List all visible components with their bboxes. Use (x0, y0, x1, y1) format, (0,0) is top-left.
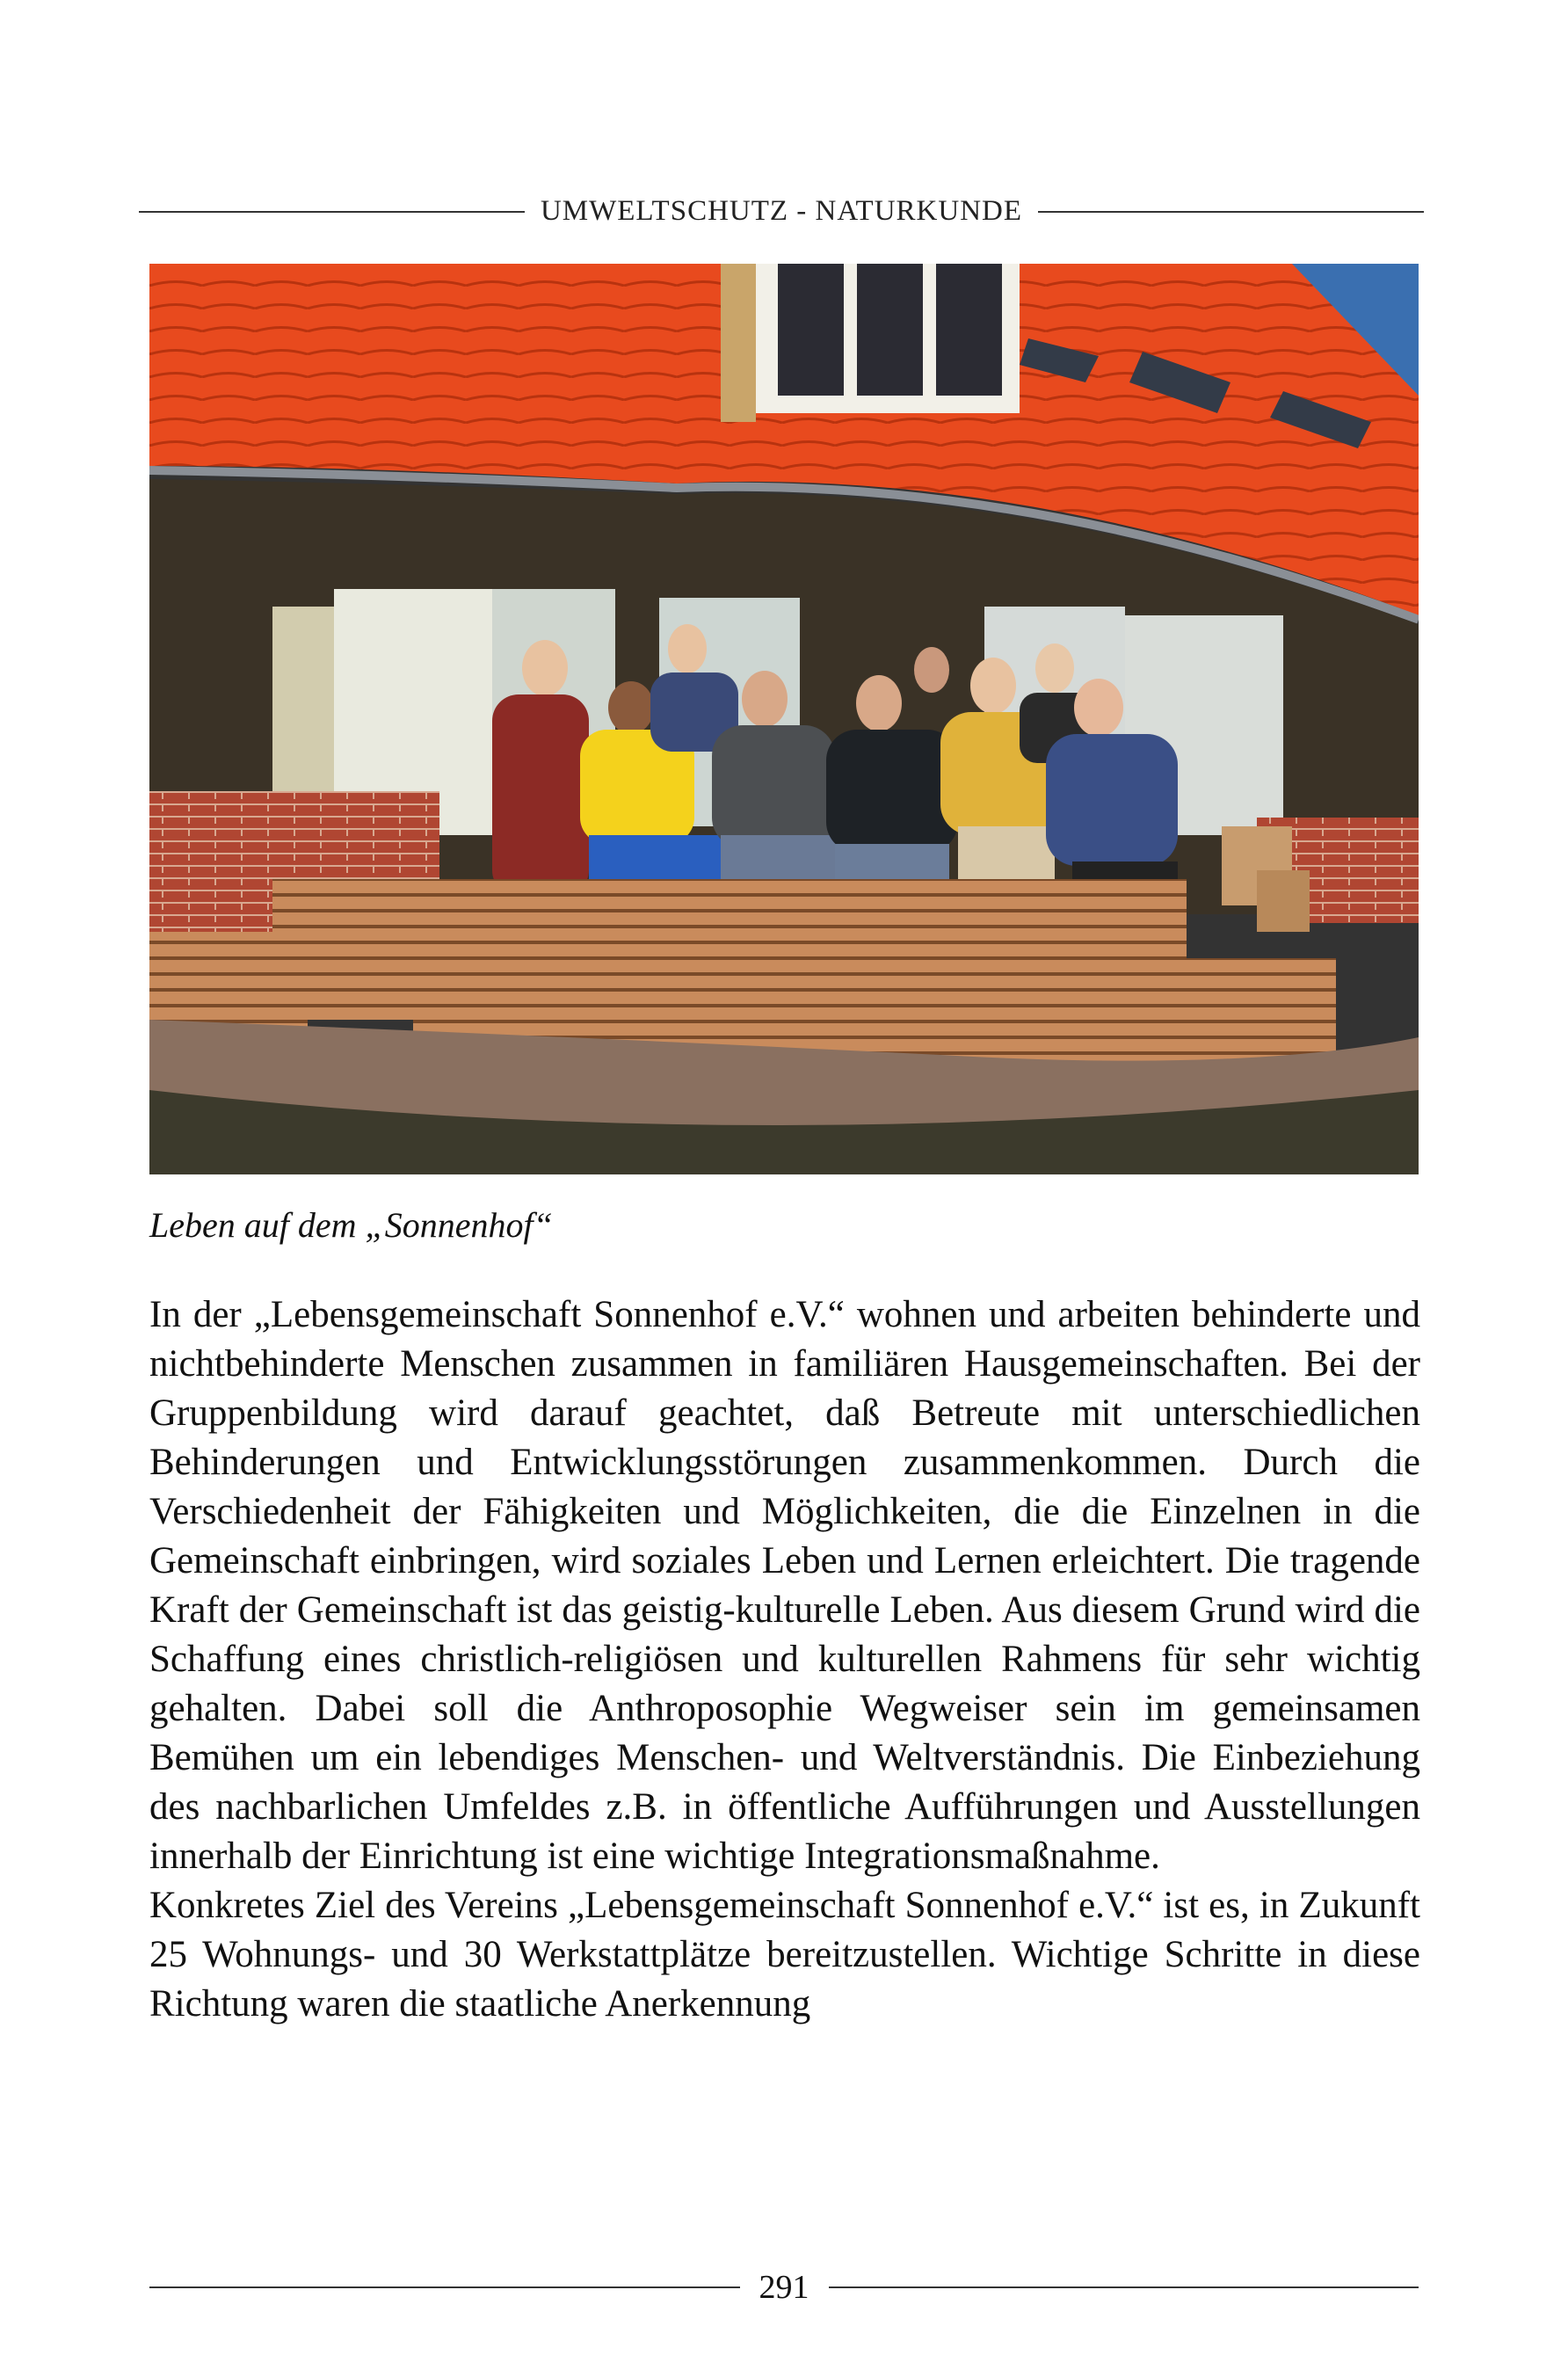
paragraph: In der „Lebensgemeinschaft Sonnenhof e.V.“ wohnen und arbeiten behinderte und nichtbehinderte Menschen zusammen in familiären Hausgemeinschaften. Bei der Gruppenbildung wird darauf geachtet, daß Betreute mit unterschiedlichen Behinderungen und Entwicklungsstörungen zusammenkommen. Durch die Verschiedenheit der Fähigkeiten und Möglichkeiten, die die Einzelnen in die Gemeinschaft einbringen, wird soziales Leben und Lernen erleichtert. Die tragende Kraft der Gemeinschaft ist das geistig-kulturelle Leben. Aus diesem Grund wird die Schaffung eines christlich-religiösen und kulturellen Rahmens für sehr wichtig gehalten. Dabei soll die Anthroposophie Wegweiser sein im gemeinsamen Bemühen um ein lebendiges Menschen- und Weltverständnis. Die Einbeziehung des nachbarlichen Umfeldes z.B. in öffentliche Aufführungen und Ausstellungen innerhalb der Einrichtung ist eine wichtige Integrationsmaßnahme. (149, 1294, 1420, 1877)
footer-rule-left (149, 2286, 740, 2288)
figure-caption: Leben auf dem „Sonnenhof“ (149, 1205, 553, 1245)
page-footer (149, 2268, 1419, 2307)
header-rule-left (139, 211, 525, 213)
running-title: UMWELTSCHUTZ - NATURKUNDE (540, 195, 1023, 227)
header-rule-right (1038, 211, 1424, 213)
paragraph: Konkretes Ziel des Vereins „Lebensgemeinschaft Sonnenhof e.V.“ ist es, in Zukunft 25 Wohnungs- und 30 Werkstattplätze bereitzustellen. Wichtige Schritte in diese Richtung waren die staatliche Anerkennung (149, 1885, 1420, 2025)
body-text (149, 1290, 1420, 2029)
footer-rule-right (829, 2286, 1419, 2288)
page-number: 291 (759, 2269, 809, 2306)
running-header (139, 195, 1424, 228)
house-group-photo (149, 264, 1419, 1174)
